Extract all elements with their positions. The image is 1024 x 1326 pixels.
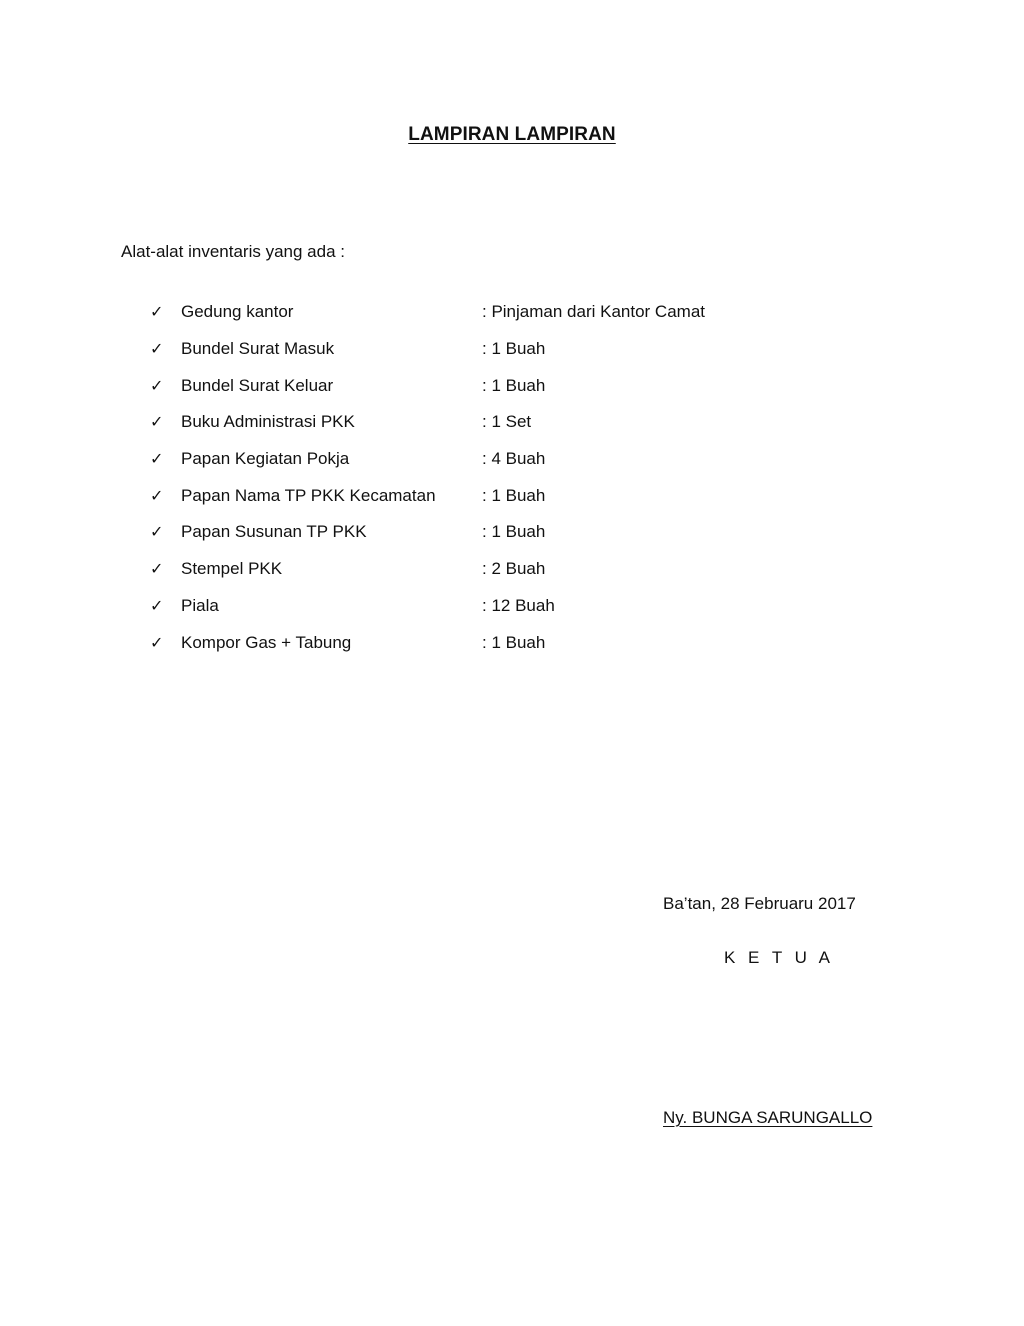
item-quantity: : 1 Buah xyxy=(482,485,546,505)
item-quantity: : 1 Buah xyxy=(482,375,546,395)
item-name: Bundel Surat Masuk xyxy=(181,339,335,359)
item-quantity: : 1 Buah xyxy=(482,522,546,542)
list-item xyxy=(150,331,850,368)
list-item xyxy=(150,477,850,514)
item-name: Papan Nama TP PKK Kecamatan xyxy=(181,485,436,505)
check-icon: ✓ xyxy=(150,339,164,359)
list-item xyxy=(150,514,850,551)
list-item xyxy=(150,624,850,661)
item-quantity: : 2 Buah xyxy=(482,559,546,579)
signatory-position: K E T U A xyxy=(724,948,835,967)
list-item xyxy=(150,367,850,404)
item-name: Buku Administrasi PKK xyxy=(181,412,355,432)
list-item xyxy=(150,551,850,588)
item-name: Papan Kegiatan Pokja xyxy=(181,449,350,469)
check-icon: ✓ xyxy=(150,302,164,322)
check-icon: ✓ xyxy=(150,632,164,652)
item-quantity: : 1 Buah xyxy=(482,339,546,359)
item-name: Stempel PKK xyxy=(181,559,283,579)
item-name: Gedung kantor xyxy=(181,302,294,322)
check-icon: ✓ xyxy=(150,412,164,432)
item-quantity: : Pinjaman dari Kantor Camat xyxy=(482,302,705,322)
item-quantity: : 4 Buah xyxy=(482,449,546,469)
item-name: Kompor Gas + Tabung xyxy=(181,632,352,652)
list-item xyxy=(150,294,850,331)
item-name: Bundel Surat Keluar xyxy=(181,375,334,395)
check-icon: ✓ xyxy=(150,559,164,579)
signatory-name: Ny. BUNGA SARUNGALLO xyxy=(663,1108,873,1127)
item-quantity: : 12 Buah xyxy=(482,595,555,615)
item-quantity: : 1 Buah xyxy=(482,632,546,652)
list-item xyxy=(150,588,850,625)
check-icon: ✓ xyxy=(150,595,164,615)
check-icon: ✓ xyxy=(150,375,164,395)
check-icon: ✓ xyxy=(150,449,164,469)
intro-text: Alat-alat inventaris yang ada : xyxy=(121,242,345,261)
list-item xyxy=(150,404,850,441)
inventory-list xyxy=(150,294,850,661)
check-icon: ✓ xyxy=(150,485,164,505)
list-item xyxy=(150,441,850,478)
place-date: Ba’tan, 28 Februaru 2017 xyxy=(663,894,856,913)
item-name: Piala xyxy=(181,595,219,615)
item-name: Papan Susunan TP PKK xyxy=(181,522,367,542)
document-title: LAMPIRAN LAMPIRAN xyxy=(408,124,616,145)
item-quantity: : 1 Set xyxy=(482,412,532,432)
check-icon: ✓ xyxy=(150,522,164,542)
